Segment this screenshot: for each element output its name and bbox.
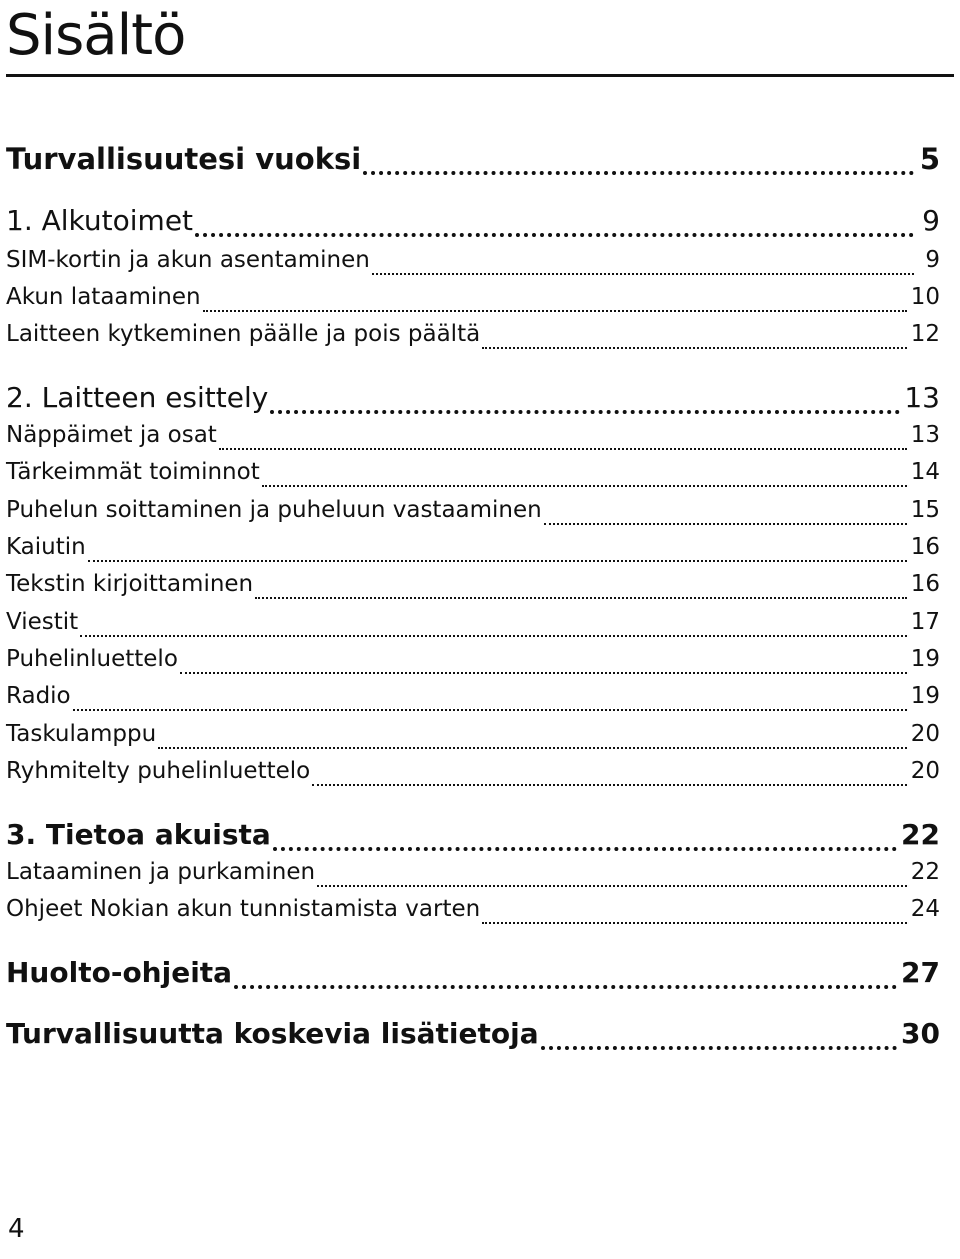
toc-entry-label: Tärkeimmät toiminnot bbox=[6, 459, 260, 485]
toc-entry-page: 5 bbox=[919, 142, 940, 176]
toc-entry[interactable] bbox=[6, 497, 940, 531]
toc-entry-label: Puhelinluettelo bbox=[6, 646, 178, 672]
toc-entry-page: 19 bbox=[910, 683, 940, 709]
toc-entry[interactable] bbox=[6, 204, 940, 244]
dot-leader bbox=[88, 560, 907, 562]
toc-entry-label: Taskulamppu bbox=[6, 721, 157, 747]
dot-leader bbox=[234, 985, 897, 989]
dot-leader bbox=[262, 485, 907, 487]
toc-entry-label: Ryhmitelty puhelinluettelo bbox=[6, 758, 311, 784]
toc-entry-page: 20 bbox=[910, 758, 940, 784]
dot-leader bbox=[203, 310, 907, 312]
dot-leader bbox=[544, 523, 907, 525]
toc-entry[interactable] bbox=[6, 758, 940, 792]
dot-leader bbox=[541, 1046, 897, 1050]
toc-entry-label: 2. Laitteen esittely bbox=[6, 381, 269, 414]
toc-entry-page: 17 bbox=[910, 609, 940, 635]
toc-entry-label: Näppäimet ja osat bbox=[6, 422, 217, 448]
toc-entry-page: 16 bbox=[910, 571, 940, 597]
toc-entry-label: Akun lataaminen bbox=[6, 284, 201, 310]
dot-leader bbox=[255, 597, 907, 599]
toc-entry-page: 9 bbox=[922, 204, 940, 237]
toc-entry-page: 30 bbox=[901, 1017, 940, 1050]
toc-entry-label: Ohjeet Nokian akun tunnistamista varten bbox=[6, 896, 481, 922]
toc-entry-page: 22 bbox=[910, 859, 940, 885]
toc-entry[interactable] bbox=[6, 683, 940, 717]
dot-leader bbox=[158, 747, 907, 749]
toc-entry-page: 19 bbox=[910, 646, 940, 672]
dot-leader bbox=[273, 847, 897, 851]
toc-entry[interactable] bbox=[6, 896, 940, 930]
dot-leader bbox=[372, 273, 914, 275]
toc-entry[interactable] bbox=[6, 284, 940, 318]
toc-entry[interactable] bbox=[6, 1017, 940, 1057]
dot-leader bbox=[195, 233, 914, 237]
title-rule bbox=[6, 74, 954, 77]
toc-entry[interactable] bbox=[6, 646, 940, 680]
page-title: Sisältö bbox=[6, 3, 186, 68]
toc-entry[interactable] bbox=[6, 422, 940, 456]
dot-leader bbox=[312, 784, 906, 786]
toc-entry[interactable] bbox=[6, 859, 940, 893]
toc-entry-label: Turvallisuutta koskevia lisätietoja bbox=[6, 1017, 539, 1050]
toc-entry-page: 9 bbox=[925, 247, 940, 273]
toc-entry-label: 3. Tietoa akuista bbox=[6, 818, 271, 851]
dot-leader bbox=[80, 635, 907, 637]
dot-leader bbox=[270, 410, 900, 414]
toc-entry-page: 12 bbox=[910, 321, 940, 347]
toc-entry-page: 15 bbox=[910, 497, 940, 523]
toc-entry-label: Lataaminen ja purkaminen bbox=[6, 859, 316, 885]
toc-entry[interactable] bbox=[6, 459, 940, 493]
toc-entry[interactable] bbox=[6, 142, 940, 182]
toc-entry-label: Huolto-ohjeita bbox=[6, 956, 233, 989]
toc-entry-page: 14 bbox=[910, 459, 940, 485]
dot-leader bbox=[482, 922, 907, 924]
toc-entry-page: 13 bbox=[904, 381, 940, 414]
toc-entry-label: Turvallisuutesi vuoksi bbox=[6, 142, 362, 176]
toc-entry-label: Laitteen kytkeminen päälle ja pois päältä bbox=[6, 321, 481, 347]
toc-entry-page: 24 bbox=[910, 896, 940, 922]
toc-entry-page: 22 bbox=[901, 818, 940, 851]
toc-entry[interactable] bbox=[6, 534, 940, 568]
toc-entry-label: 1. Alkutoimet bbox=[6, 204, 194, 237]
dot-leader bbox=[180, 672, 907, 674]
dot-leader bbox=[317, 885, 907, 887]
toc-entry[interactable] bbox=[6, 609, 940, 643]
toc-entry-label: Viestit bbox=[6, 609, 79, 635]
toc-entry-page: 10 bbox=[910, 284, 940, 310]
toc-entry-label: SIM-kortin ja akun asentaminen bbox=[6, 247, 370, 273]
dot-leader bbox=[219, 448, 907, 450]
toc-entry[interactable] bbox=[6, 247, 940, 281]
toc-entry-page: 20 bbox=[910, 721, 940, 747]
toc-entry-label: Puhelun soittaminen ja puheluun vastaaminen bbox=[6, 497, 542, 523]
toc-entry[interactable] bbox=[6, 721, 940, 755]
dot-leader bbox=[363, 171, 914, 175]
toc-entry[interactable] bbox=[6, 956, 940, 996]
toc-entry[interactable] bbox=[6, 381, 940, 421]
toc-entry-label: Tekstin kirjoittaminen bbox=[6, 571, 254, 597]
toc-entry-page: 27 bbox=[901, 956, 940, 989]
toc-entry[interactable] bbox=[6, 571, 940, 605]
dot-leader bbox=[73, 709, 907, 711]
page-number: 4 bbox=[8, 1214, 25, 1244]
toc-entry[interactable] bbox=[6, 818, 940, 858]
dot-leader bbox=[482, 347, 907, 349]
toc-entry-label: Kaiutin bbox=[6, 534, 86, 560]
toc-entry-label: Radio bbox=[6, 683, 71, 709]
toc-entry-page: 16 bbox=[910, 534, 940, 560]
toc-entry[interactable] bbox=[6, 321, 940, 355]
toc-entry-page: 13 bbox=[910, 422, 940, 448]
